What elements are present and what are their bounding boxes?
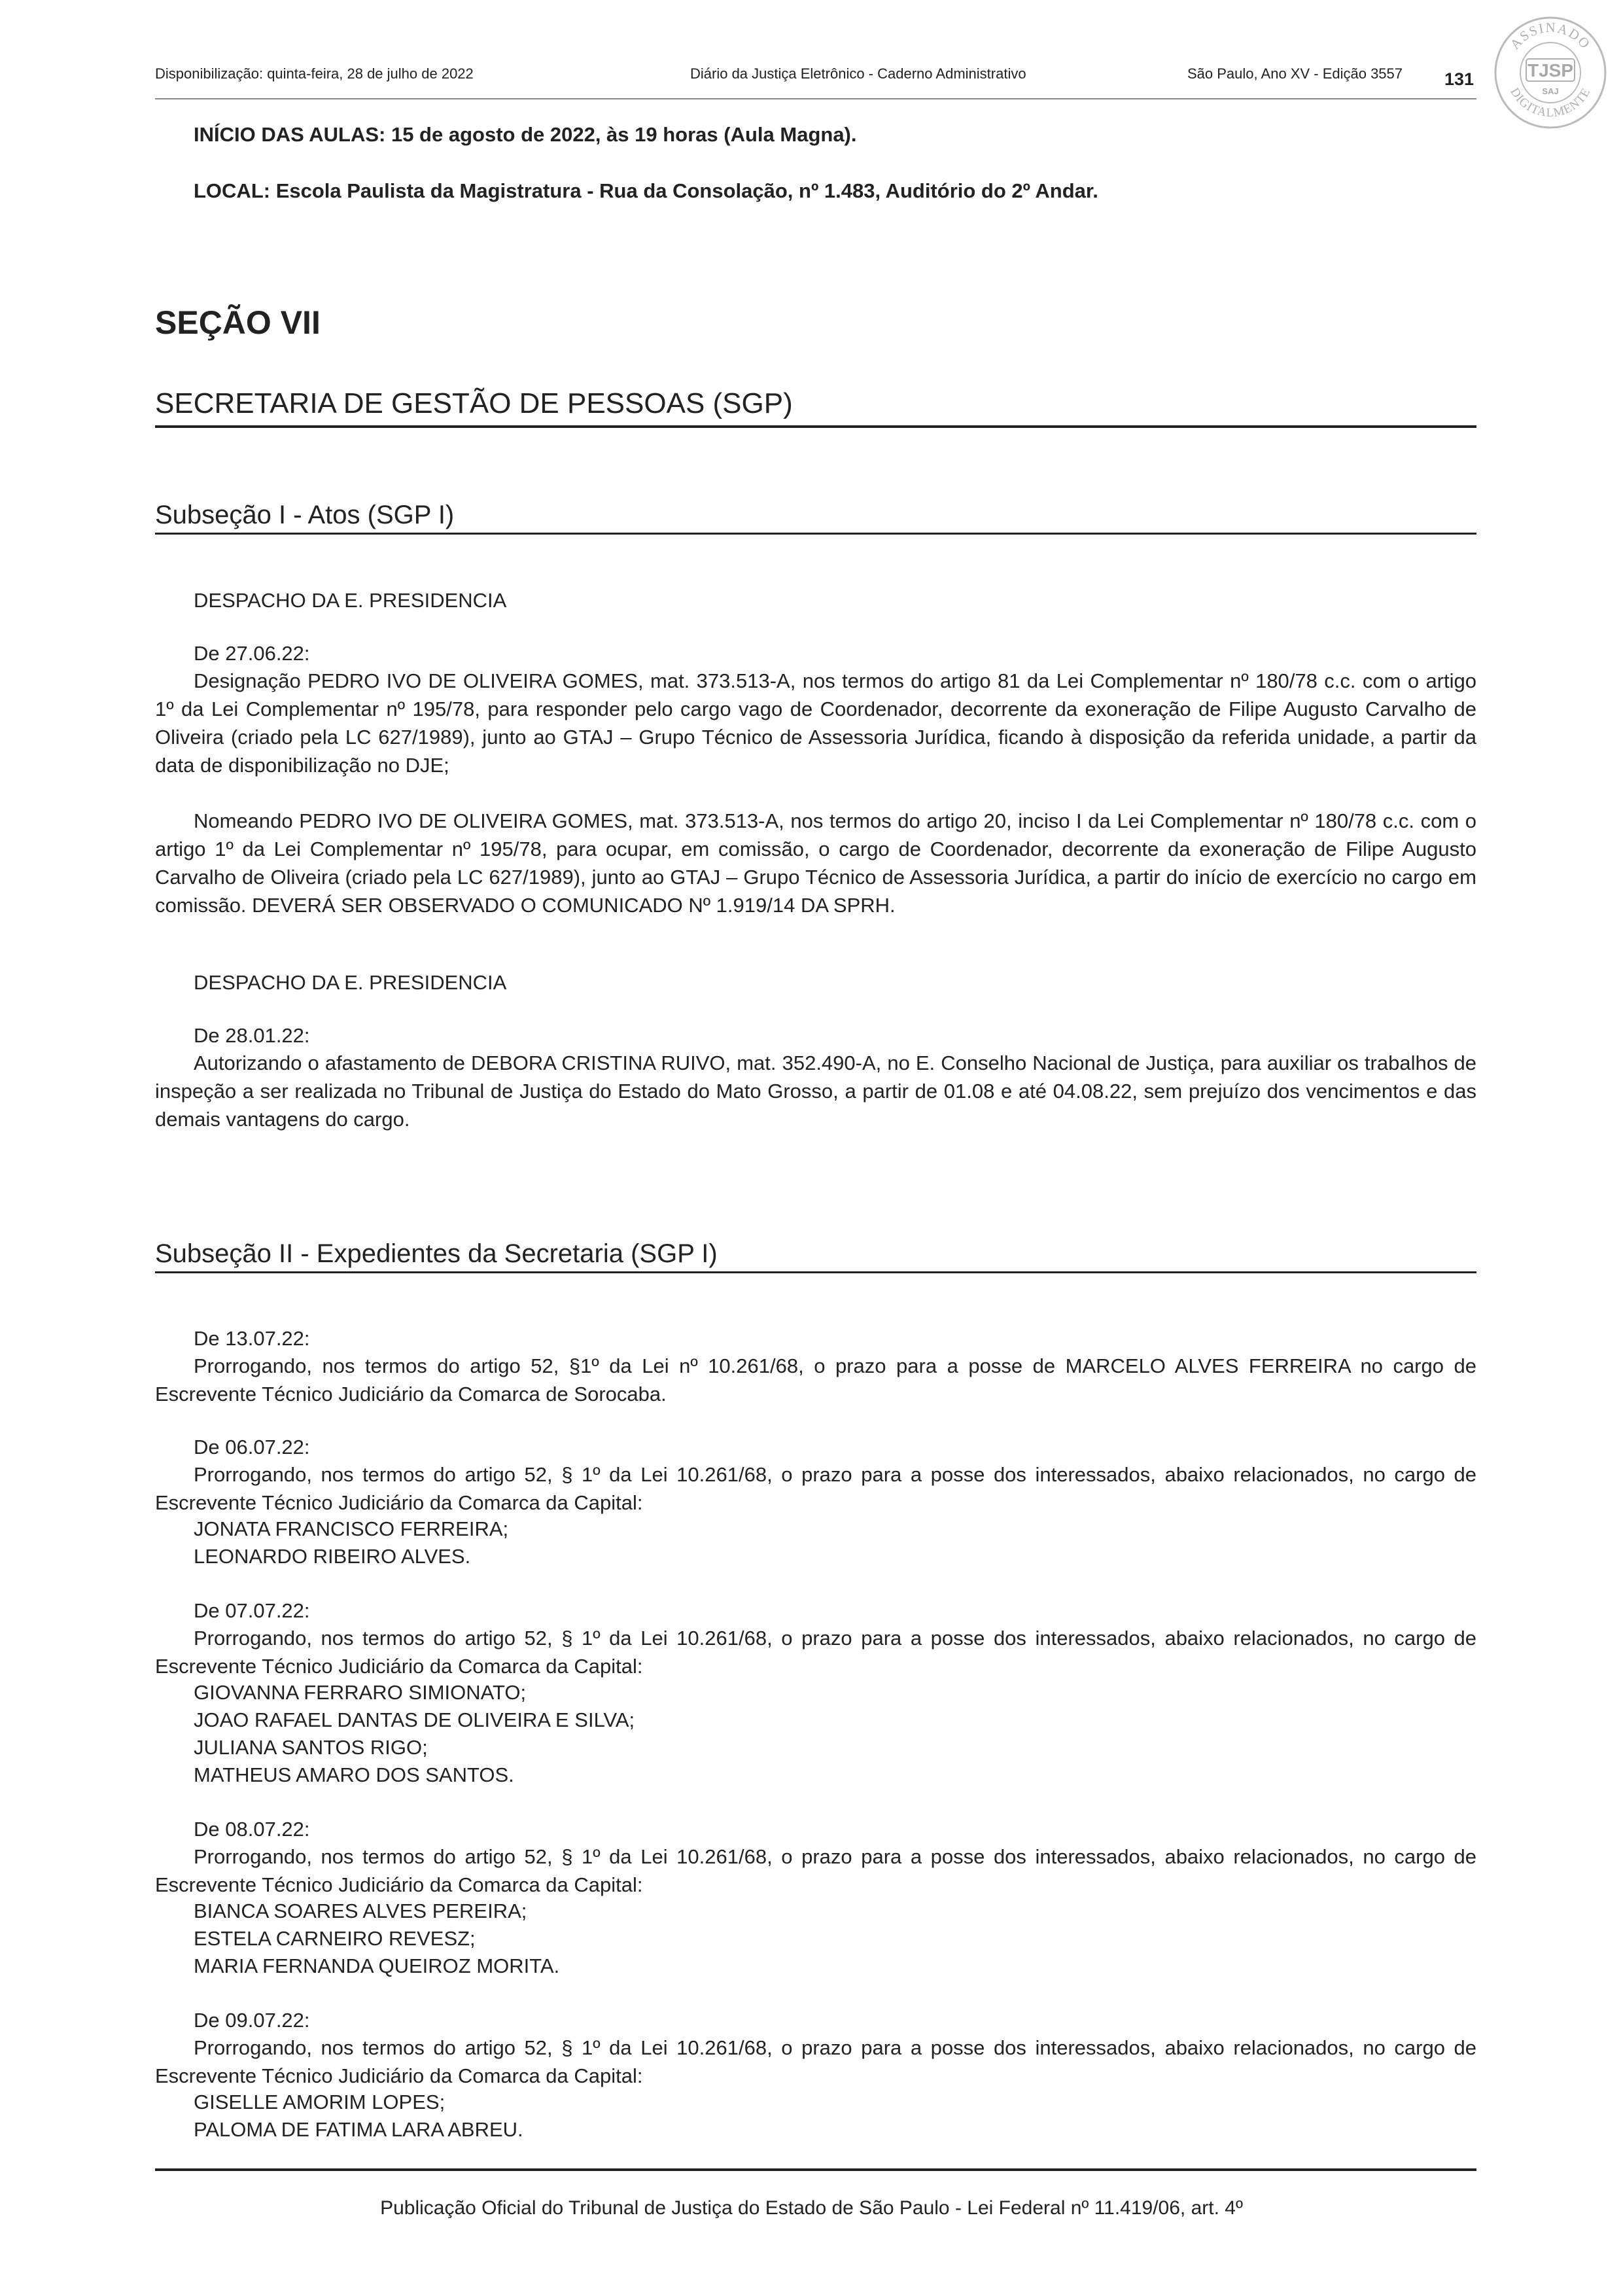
appointment-paragraph: Nomeando PEDRO IVO DE OLIVEIRA GOMES, mat. 373.513-A, nos termos do artigo 20, inciso I da Lei Complementar nº 180/78 c.c. com o artigo 1º da Lei Complementar nº 195/78, para ocupar, em comissão, o cargo de Coordenador, decorrente da exoneração de Filipe Augusto Carvalho de Oliveira (criado pela LC 627/1989), junto ao GTAJ – Grupo Técnico de Assessoria Jurídica, a partir do início de exercício no cargo em comissão. DEVERÁ SER OBSERVADO O COMUNICADO Nº 1.919/14 DA SPRH. bbox=[155, 809, 1476, 917]
seal-bottom-text: DIGITALMENTE bbox=[1507, 85, 1594, 120]
entry-name: ESTELA CARNEIRO REVESZ; bbox=[194, 1927, 476, 1950]
seal-center-text: TJSP bbox=[1527, 60, 1574, 80]
despacho-date-2: De 28.01.22: bbox=[194, 1024, 310, 1047]
classes-start-line: INÍCIO DAS AULAS: 15 de agosto de 2022, às 19 horas (Aula Magna). bbox=[194, 123, 857, 146]
entry-name: JONATA FRANCISCO FERREIRA; bbox=[194, 1517, 509, 1540]
header-divider bbox=[155, 98, 1476, 99]
section-subtitle: SECRETARIA DE GESTÃO DE PESSOAS (SGP) bbox=[155, 387, 793, 419]
entry-text: Prorrogando, nos termos do artigo 52, §1º da Lei nº 10.261/68, o prazo para a posse de MARCELO ALVES FERREIRA no cargo de Escrevente Técnico Judiciário da Comarca de Sorocaba. bbox=[155, 1354, 1476, 1405]
footer-rule bbox=[155, 2168, 1476, 2171]
subsection-1-rule bbox=[155, 533, 1476, 535]
leave-paragraph: Autorizando o afastamento de DEBORA CRISTINA RUIVO, mat. 352.490-A, no E. Conselho Nacional de Justiça, para auxiliar os trabalhos de inspeção a ser realizada no Tribunal de Justiça do Estado do Mato Grosso, a partir de 01.08 e até 04.08.22, sem prejuízo dos vencimentos e das demais vantagens do cargo. bbox=[155, 1051, 1476, 1131]
entry-name: PALOMA DE FATIMA LARA ABREU. bbox=[194, 2118, 523, 2141]
entry-name: MATHEUS AMARO DOS SANTOS. bbox=[194, 1763, 514, 1786]
entry-text: Prorrogando, nos termos do artigo 52, § 1º da Lei 10.261/68, o prazo para a posse dos interessados, abaixo relacionados, no cargo de Escrevente Técnico Judiciário da Comarca da Capital: bbox=[155, 1627, 1476, 1678]
location-line: LOCAL: Escola Paulista da Magistratura - Rua da Consolação, nº 1.483, Auditório do 2º Andar. bbox=[194, 179, 1098, 202]
entry-name: JOAO RAFAEL DANTAS DE OLIVEIRA E SILVA; bbox=[194, 1708, 635, 1731]
entry-name: BIANCA SOARES ALVES PEREIRA; bbox=[194, 1899, 527, 1922]
page-number: 131 bbox=[1444, 69, 1475, 89]
entry-name: JULIANA SANTOS RIGO; bbox=[194, 1736, 428, 1759]
entry-text: Prorrogando, nos termos do artigo 52, § 1º da Lei 10.261/68, o prazo para a posse dos interessados, abaixo relacionados, no cargo de Escrevente Técnico Judiciário da Comarca da Capital: bbox=[155, 1845, 1476, 1896]
section-title: SEÇÃO VII bbox=[155, 304, 321, 341]
despacho-heading-1: DESPACHO DA E. PRESIDENCIA bbox=[194, 589, 507, 612]
subsection-2-title: Subseção II - Expedientes da Secretaria (SGP I) bbox=[155, 1239, 718, 1268]
despacho-heading-2: DESPACHO DA E. PRESIDENCIA bbox=[194, 971, 507, 994]
designation-paragraph: Designação PEDRO IVO DE OLIVEIRA GOMES, mat. 373.513-A, nos termos do artigo 81 da Lei Complementar nº 180/78 c.c. com o artigo 1º da Lei Complementar nº 195/78, para responder pelo cargo vago de Coordenador, decorrente da exoneração de Filipe Augusto Carvalho de Oliveira (criado pela LC 627/1989), junto ao GTAJ – Grupo Técnico de Assessoria Jurídica, ficando à disposição da referida unidade, a partir da data de disponibilização no DJE; bbox=[155, 669, 1476, 777]
header-date: Disponibilização: quinta-feira, 28 de julho de 2022 bbox=[155, 65, 474, 82]
entry-name: GISELLE AMORIM LOPES; bbox=[194, 2091, 445, 2113]
subsection-1-title: Subseção I - Atos (SGP I) bbox=[155, 501, 455, 529]
despacho-date-1: De 27.06.22: bbox=[194, 642, 310, 665]
entry-name: MARIA FERNANDA QUEIROZ MORITA. bbox=[194, 1954, 560, 1977]
entry-date: De 06.07.22: bbox=[194, 1436, 310, 1458]
entry-date: De 13.07.22: bbox=[194, 1327, 310, 1350]
footer-publication-note: Publicação Oficial do Tribunal de Justiça do Estado de São Paulo - Lei Federal nº 11.419/06, art. 4º bbox=[380, 2197, 1243, 2219]
entry-date: De 08.07.22: bbox=[194, 1818, 310, 1841]
subsection-2-rule bbox=[155, 1271, 1476, 1273]
entry-name: LEONARDO RIBEIRO ALVES. bbox=[194, 1545, 471, 1568]
entry-date: De 09.07.22: bbox=[194, 2009, 310, 2032]
entry-name: GIOVANNA FERRARO SIMIONATO; bbox=[194, 1681, 527, 1704]
digital-signature-seal-icon bbox=[1493, 16, 1607, 130]
section-rule bbox=[155, 425, 1476, 428]
seal-top-text: ASSINADO bbox=[1507, 19, 1594, 52]
svg-text:ASSINADO bbox=[1507, 20, 1594, 52]
header-edition: São Paulo, Ano XV - Edição 3557 bbox=[1187, 65, 1403, 82]
entry-date: De 07.07.22: bbox=[194, 1599, 310, 1622]
entry-text: Prorrogando, nos termos do artigo 52, § 1º da Lei 10.261/68, o prazo para a posse dos interessados, abaixo relacionados, no cargo de Escrevente Técnico Judiciário da Comarca da Capital: bbox=[155, 2036, 1476, 2087]
seal-sub-text: SAJ bbox=[1542, 86, 1559, 96]
entry-text: Prorrogando, nos termos do artigo 52, § 1º da Lei 10.261/68, o prazo para a posse dos interessados, abaixo relacionados, no cargo de Escrevente Técnico Judiciário da Comarca da Capital: bbox=[155, 1463, 1476, 1514]
header-journal: Diário da Justiça Eletrônico - Caderno Administrativo bbox=[690, 65, 1026, 82]
